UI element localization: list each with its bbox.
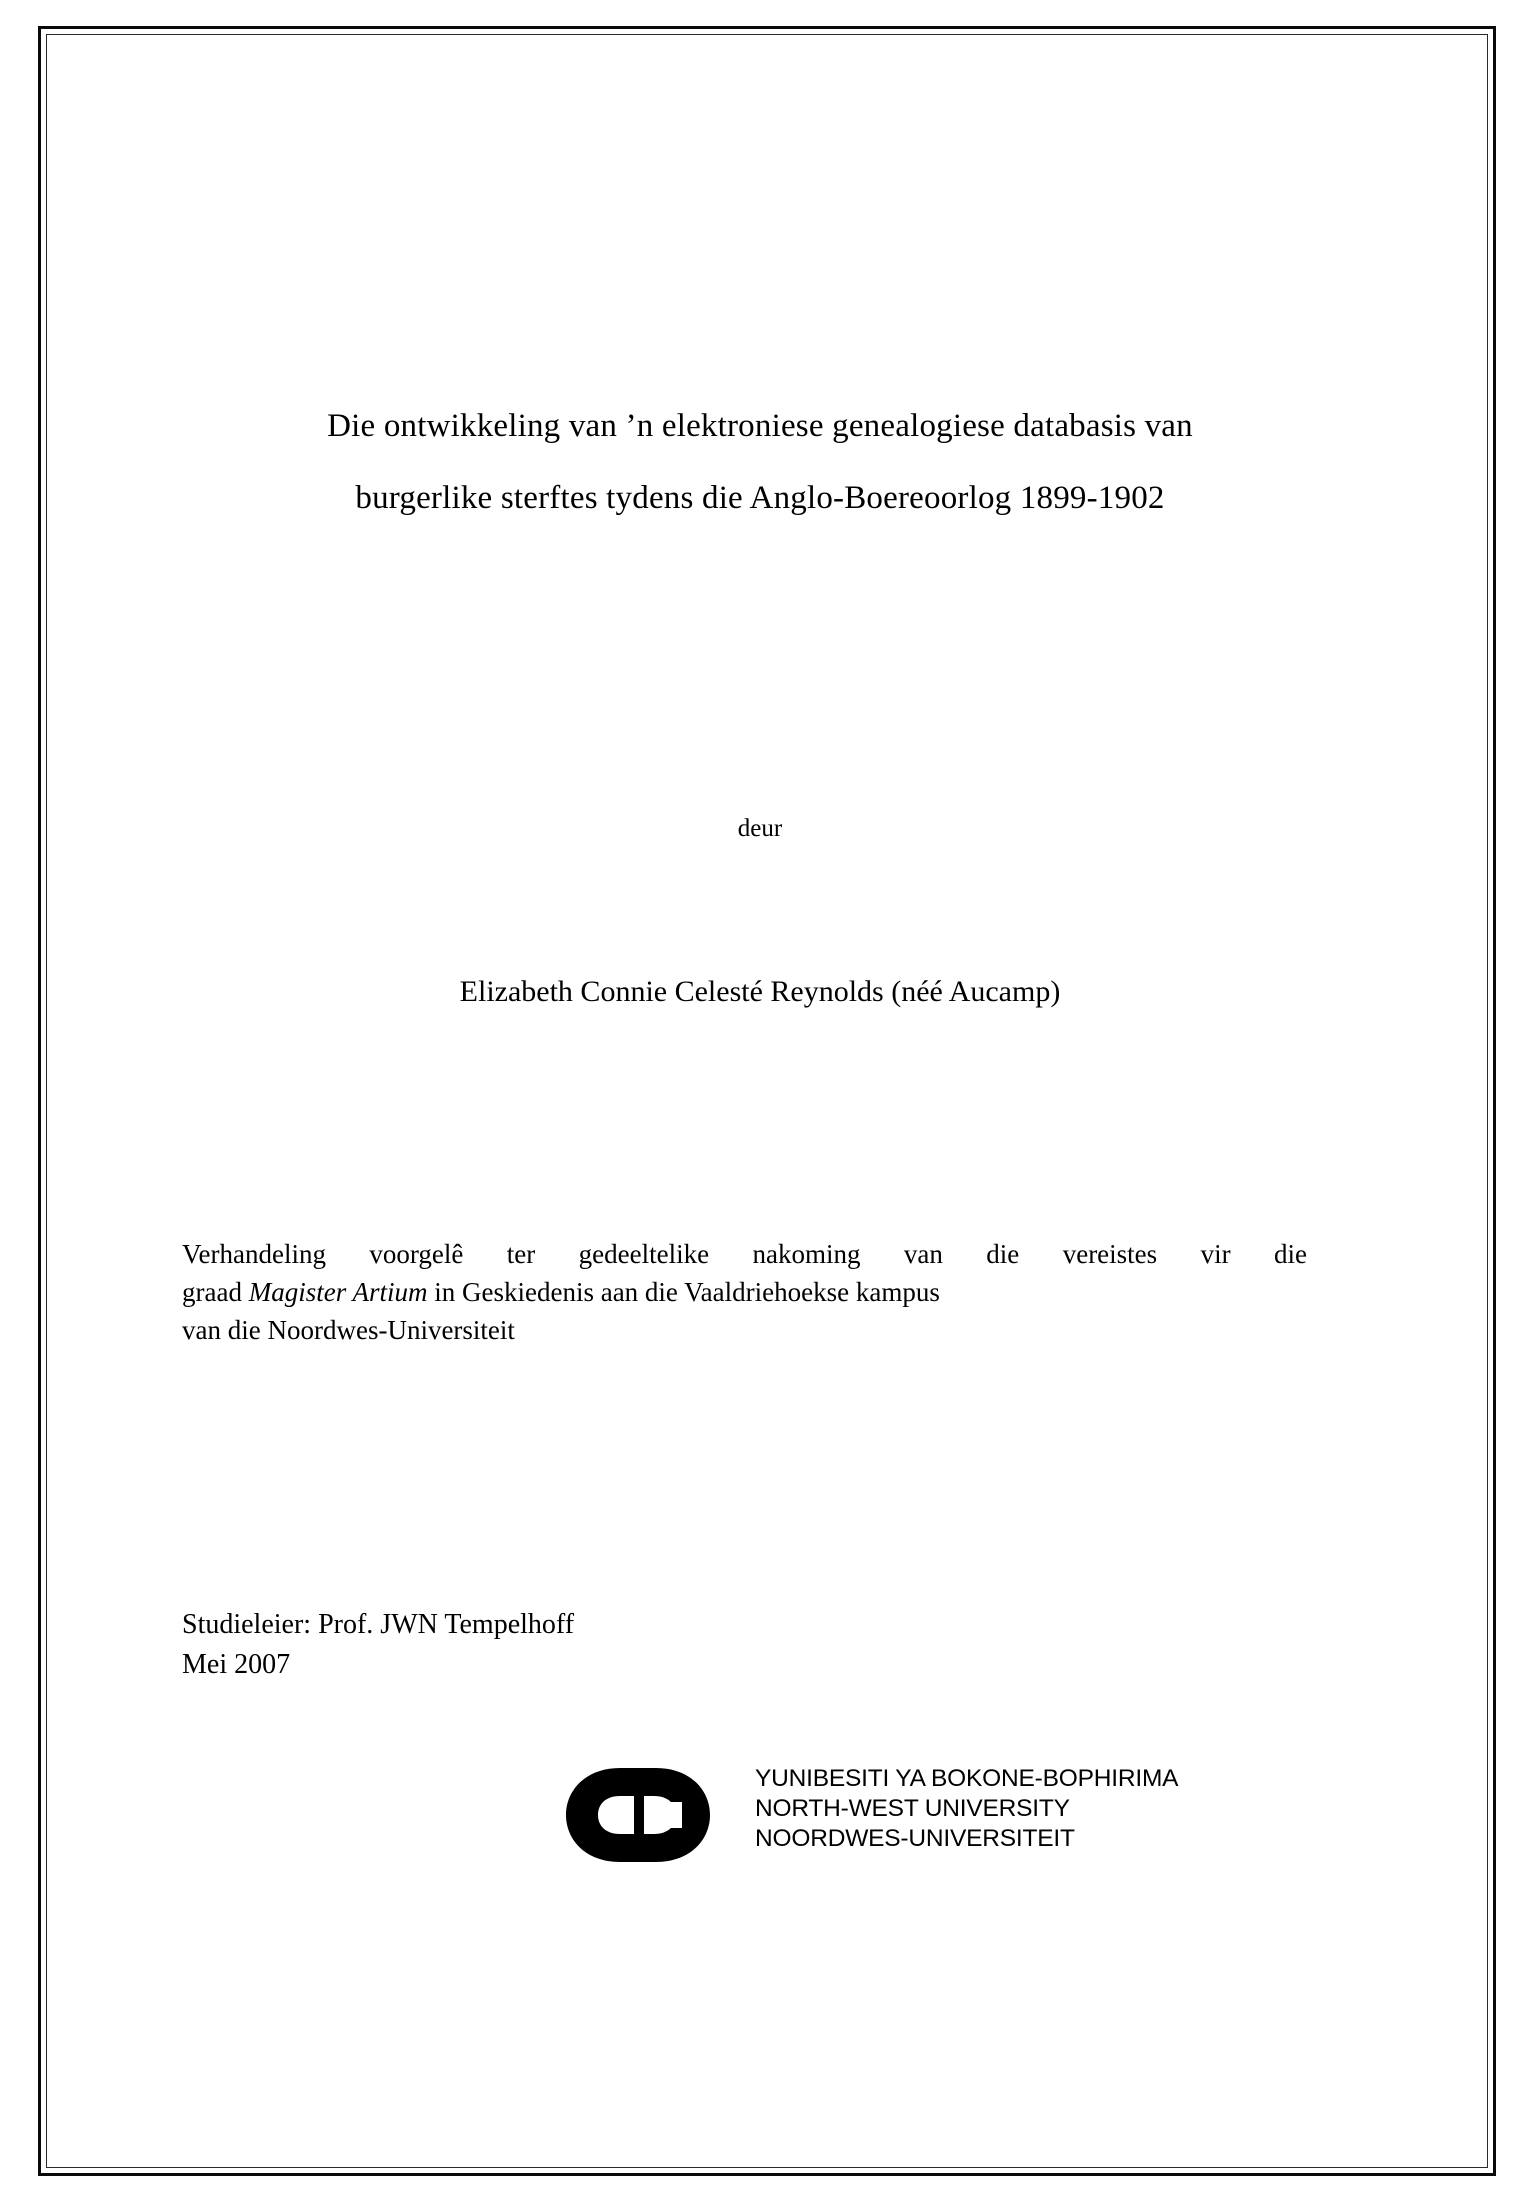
degree-statement: [182, 1235, 1307, 1349]
title-line-2: burgerlike sterftes tydens die Anglo-Boereoorlog 1899-1902: [355, 480, 1165, 516]
page-title: [180, 390, 1340, 534]
author-name: Elizabeth Connie Celesté Reynolds (néé Aucamp): [459, 975, 1061, 1008]
degree-statement-line-2: [182, 1273, 1307, 1311]
supervisor-name: Studieleier: Prof. JWN Tempelhoff: [182, 1609, 575, 1640]
logo-text-line-1: YUNIBESITI YA BOKONE-BOPHIRIMA: [755, 1765, 1179, 1792]
university-logo: [560, 1760, 1180, 1870]
degree-statement-line-2-prefix: graad: [182, 1277, 249, 1307]
degree-name-italic: Magister Artium: [248, 1277, 428, 1307]
degree-statement-line-3: van die Noordwes-Universiteit: [182, 1315, 515, 1345]
supervisor-block: [182, 1605, 1082, 1685]
title-line-1: Die ontwikkeling van ’n elektroniese genealogiese databasis van: [327, 408, 1193, 444]
submission-date: Mei 2007: [182, 1649, 291, 1680]
degree-statement-line-2-suffix: in Geskiedenis aan die Vaaldriehoekse kampus: [427, 1277, 940, 1307]
degree-statement-line-1: Verhandeling voorgelê ter gedeeltelike nakoming van die vereistes vir die: [182, 1239, 1307, 1269]
logo-text-line-3: NOORDWES-UNIVERSITEIT: [755, 1825, 1075, 1852]
title-page-content: [180, 60, 1340, 2120]
logo-text: [755, 1764, 1178, 1854]
by-label: deur: [737, 815, 783, 842]
logo-text-line-2: NORTH-WEST UNIVERSITY: [755, 1795, 1070, 1822]
nwu-logo-icon: [560, 1762, 745, 1867]
